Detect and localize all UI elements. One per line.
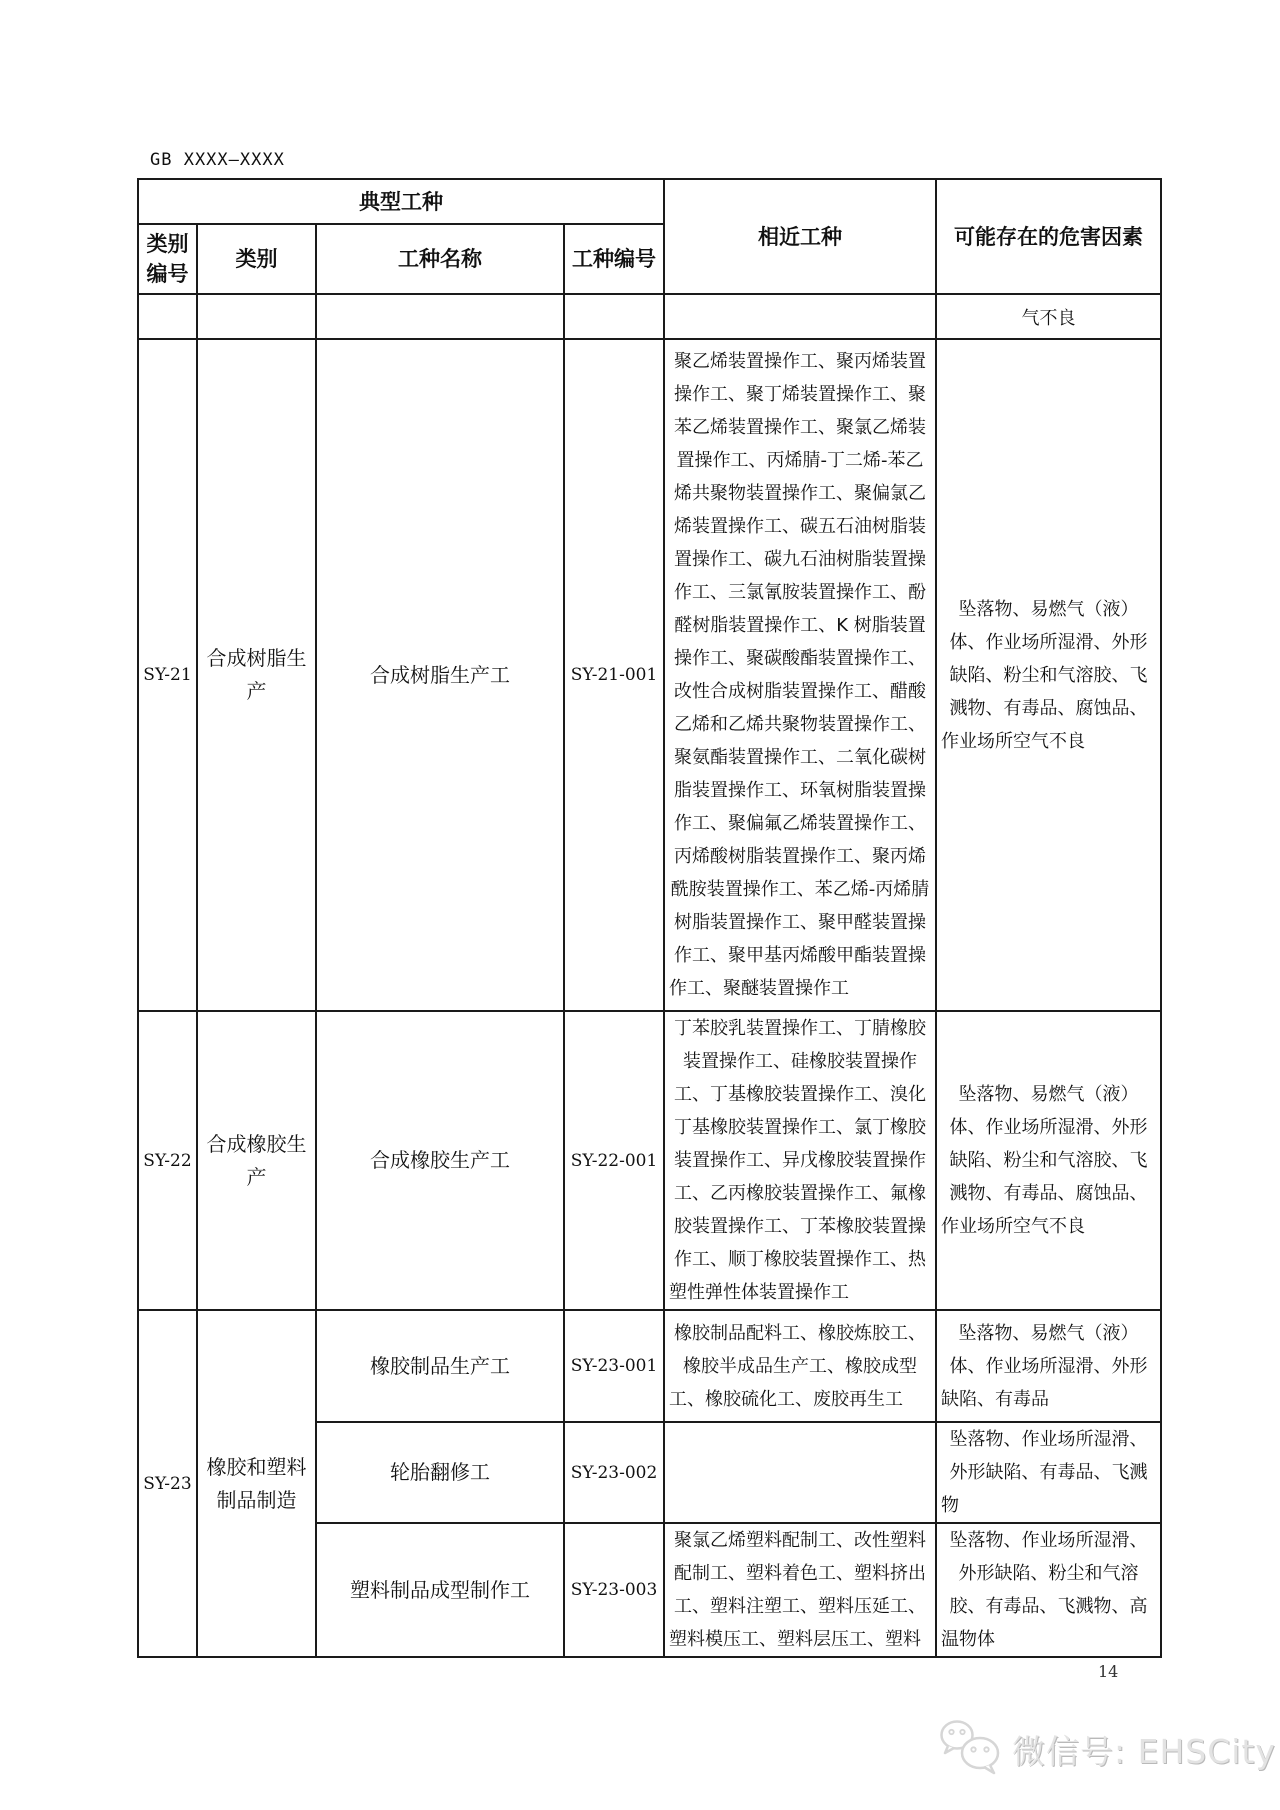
cell-job-name: 合成树脂生产工 bbox=[316, 339, 564, 1011]
cell-similar-jobs bbox=[664, 1422, 936, 1523]
header-job-name: 工种名称 bbox=[316, 224, 564, 294]
cell-job-name: 塑料制品成型制作工 bbox=[316, 1523, 564, 1657]
table-row bbox=[138, 294, 1161, 339]
wechat-icon bbox=[938, 1718, 1004, 1780]
cell-job-name: 橡胶制品生产工 bbox=[316, 1310, 564, 1422]
cell-job-name: 轮胎翻修工 bbox=[316, 1422, 564, 1523]
hazard-table bbox=[137, 178, 1162, 1658]
cell-category-no: SY-21 bbox=[138, 339, 197, 1011]
table-row bbox=[138, 1011, 1161, 1310]
cell-job-name: 合成橡胶生产工 bbox=[316, 1011, 564, 1310]
header-hazards: 可能存在的危害因素 bbox=[936, 179, 1161, 294]
cell-category: 橡胶和塑料制品制造 bbox=[197, 1310, 316, 1657]
table-row bbox=[138, 339, 1161, 1011]
cell-hazards: 气不良 bbox=[936, 294, 1161, 339]
cell-category-no: SY-23 bbox=[138, 1310, 197, 1657]
header-category: 类别 bbox=[197, 224, 316, 294]
cell-hazards: 坠落物、作业场所湿滑、外形缺陷、有毒品、飞溅物 bbox=[936, 1422, 1161, 1523]
footer-watermark bbox=[938, 1718, 1276, 1780]
doc-code: GB XXXX—XXXX bbox=[150, 150, 285, 170]
cell-hazards: 坠落物、易燃气（液）体、作业场所湿滑、外形缺陷、有毒品 bbox=[936, 1310, 1161, 1422]
cell-category-no bbox=[138, 294, 197, 339]
cell-hazards: 坠落物、易燃气（液）体、作业场所湿滑、外形缺陷、粉尘和气溶胶、飞溅物、有毒品、腐蚀品、作业场所空气不良 bbox=[936, 339, 1161, 1011]
cell-job-no: SY-23-002 bbox=[564, 1422, 664, 1523]
cell-category: 合成树脂生产 bbox=[197, 339, 316, 1011]
cell-job-no: SY-23-001 bbox=[564, 1310, 664, 1422]
header-similar-jobs: 相近工种 bbox=[664, 179, 936, 294]
cell-similar-jobs: 橡胶制品配料工、橡胶炼胶工、橡胶半成品生产工、橡胶成型工、橡胶硫化工、废胶再生工 bbox=[664, 1310, 936, 1422]
cell-similar-jobs: 聚乙烯装置操作工、聚丙烯装置操作工、聚丁烯装置操作工、聚苯乙烯装置操作工、聚氯乙烯装置操作工、丙烯腈-丁二烯-苯乙烯共聚物装置操作工、聚偏氯乙烯装置操作工、碳五石油树脂装置操作工、碳九石油树脂装置操作工、三氯氰胺装置操作工、酚醛树脂装置操作工、K 树脂装置操作工、聚碳酸酯装置操作工、改性合成树脂装置操作工、醋酸乙烯和乙烯共聚物装置操作工、聚氨酯装置操作工、二氧化碳树脂装置操作工、环氧树脂装置操作工、聚偏氟乙烯装置操作工、丙烯酸树脂装置操作工、聚丙烯酰胺装置操作工、苯乙烯-丙烯腈树脂装置操作工、聚甲醛装置操作工、聚甲基丙烯酸甲酯装置操作工、聚醚装置操作工 bbox=[664, 339, 936, 1011]
cell-job-no: SY-23-003 bbox=[564, 1523, 664, 1657]
cell-category bbox=[197, 294, 316, 339]
cell-job-name bbox=[316, 294, 564, 339]
cell-job-no: SY-21-001 bbox=[564, 339, 664, 1011]
header-job-no: 工种编号 bbox=[564, 224, 664, 294]
cell-similar-jobs bbox=[664, 294, 936, 339]
header-typical-jobs: 典型工种 bbox=[138, 179, 664, 224]
header-category-no: 类别编号 bbox=[138, 224, 197, 294]
cell-hazards: 坠落物、易燃气（液）体、作业场所湿滑、外形缺陷、粉尘和气溶胶、飞溅物、有毒品、腐蚀品、作业场所空气不良 bbox=[936, 1011, 1161, 1310]
wechat-account-label: 微信号: EHSCity bbox=[1012, 1731, 1276, 1771]
cell-similar-jobs: 聚氯乙烯塑料配制工、改性塑料配制工、塑料着色工、塑料挤出工、塑料注塑工、塑料压延工、塑料模压工、塑料层压工、塑料 bbox=[664, 1523, 936, 1657]
cell-hazards: 坠落物、作业场所湿滑、外形缺陷、粉尘和气溶胶、有毒品、飞溅物、高温物体 bbox=[936, 1523, 1161, 1657]
table-row bbox=[138, 1310, 1161, 1422]
page-number: 14 bbox=[1098, 1662, 1119, 1681]
cell-job-no: SY-22-001 bbox=[564, 1011, 664, 1310]
cell-job-no bbox=[564, 294, 664, 339]
cell-category: 合成橡胶生产 bbox=[197, 1011, 316, 1310]
cell-similar-jobs: 丁苯胶乳装置操作工、丁腈橡胶装置操作工、硅橡胶装置操作工、丁基橡胶装置操作工、溴化丁基橡胶装置操作工、氯丁橡胶装置操作工、异戊橡胶装置操作工、乙丙橡胶装置操作工、氟橡胶装置操作工、丁苯橡胶装置操作工、顺丁橡胶装置操作工、热塑性弹性体装置操作工 bbox=[664, 1011, 936, 1310]
cell-category-no: SY-22 bbox=[138, 1011, 197, 1310]
